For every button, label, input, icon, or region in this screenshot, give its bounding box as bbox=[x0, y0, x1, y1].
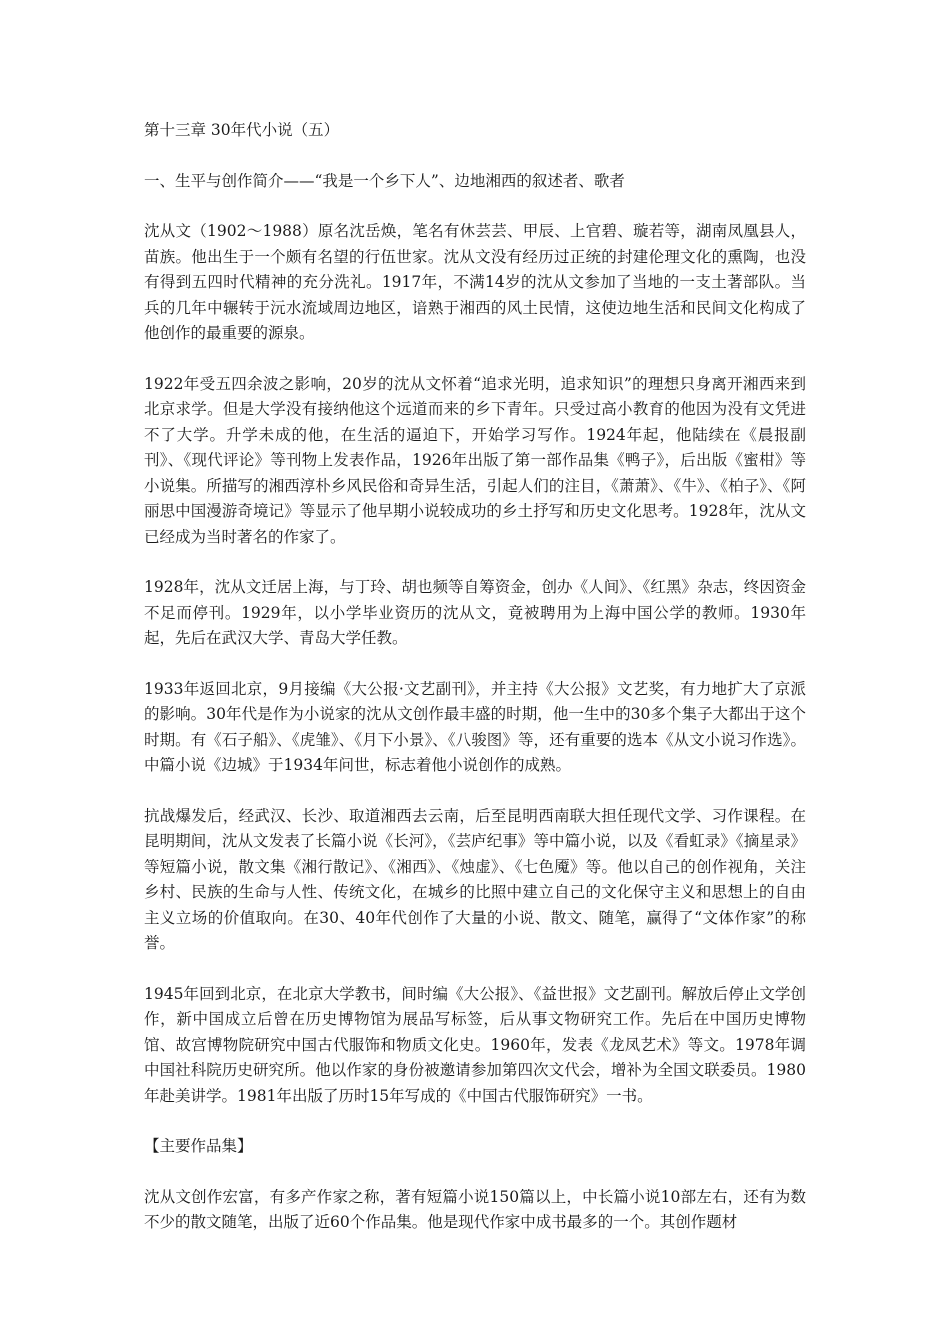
paragraph-biography-intro: 沈从文（1902～1988）原名沈岳焕，笔名有休芸芸、甲辰、上官碧、璇若等，湖南凤凰县人，苗族。他出生于一个颇有名望的行伍世家。沈从文没有经历过正统的封建伦理文化的熏陶，也没有得到五四时代精神的充分洗礼。1917年，不满14岁的沈从文参加了当地的一支土著部队。当兵的几年中辗转于沅水流域周边地区，谙熟于湘西的风土民情，这使边地生活和民间文化构成了他创作的最重要的源泉。 bbox=[144, 222, 806, 342]
chapter-title: 第十三章 30年代小说（五） bbox=[144, 121, 340, 139]
document-page bbox=[144, 118, 806, 1261]
works-heading: 【主要作品集】 bbox=[144, 1137, 253, 1155]
paragraph-wartime: 抗战爆发后，经武汉、长沙、取道湘西去云南，后至昆明西南联大担任现代文学、习作课程。在昆明期间，沈从文发表了长篇小说《长河》，《芸庐纪事》等中篇小说，以及《看虹录》《摘星录》等短篇小说，散文集《湘行散记》、《湘西》、《烛虚》、《七色魇》等。他以自己的创作视角，关注乡村、民族的生命与人性、传统文化，在城乡的比照中建立自己的文化保守主义和思想上的自由主义立场的价值取向。在30、40年代创作了大量的小说、散文、随笔，赢得了“文体作家”的称誉。 bbox=[144, 806, 806, 952]
paragraph-return-1933: 1933年返回北京，9月接编《大公报·文艺副刊》，并主持《大公报》文艺奖，有力地扩大了京派的影响。30年代是作为小说家的沈从文创作最丰盛的时期，他一生中的30多个集子大都出于这个时期。有《石子船》、《虎雏》、《月下小景》、《八骏图》等，还有重要的选本《从文小说习作选》。中篇小说《边城》于1934年问世，标志着他小说创作的成熟。 bbox=[144, 679, 806, 774]
paragraph-postwar-1945: 1945年回到北京，在北京大学教书，间时编《大公报》、《益世报》文艺副刊。解放后停止文学创作，新中国成立后曾在历史博物馆为展品写标签，后从事文物研究工作。先后在中国历史博物馆、故宫博物院研究中国古代服饰和物质文化史。1960年，发表《龙凤艺术》等文。1978年调中国社科院历史研究所。他以作家的身份被邀请参加第四次文代会，增补为全国文联委员。1980年赴美讲学。1981年出版了历时15年写成的《中国古代服饰研究》一书。 bbox=[144, 984, 806, 1105]
section-heading: 一、生平与创作简介——“我是一个乡下人”、边地湘西的叙述者、歌者 bbox=[144, 171, 625, 190]
paragraph-shanghai-1928: 1928年，沈从文迁居上海，与丁玲、胡也频等自筹资金，创办《人间》、《红黑》杂志，终因资金不足而停刊。1929年，以小学毕业资历的沈从文，竟被聘用为上海中国公学的教师。1930年起，先后在武汉大学、青岛大学任教。 bbox=[144, 578, 806, 647]
paragraph-works: 沈从文创作宏富，有多产作家之称，著有短篇小说150篇以上，中长篇小说10部左右，还有为数不少的散文随笔，出版了近60个作品集。他是现代作家中成书最多的一个。其创作题材 bbox=[144, 1187, 806, 1231]
paragraph-beijing-1922: 1922年受五四余波之影响，20岁的沈从文怀着“追求光明，追求知识”的理想只身离开湘西来到北京求学。但是大学没有接纳他这个远道而来的乡下青年。只受过高小教育的他因为没有文凭进不了大学。升学未成的他，在生活的逼迫下，开始学习写作。1924年起，他陆续在《晨报副刊》、《现代评论》等刊物上发表作品，1926年出版了第一部作品集《鸭子》，后出版《蜜柑》等小说集。所描写的湘西淳朴乡风民俗和奇异生活，引起人们的注目，《萧萧》、《牛》、《柏子》、《阿丽思中国漫游奇境记》等显示了他早期小说较成功的乡土抒写和历史文化思考。1928年，沈从文已经成为当时著名的作家了。 bbox=[144, 374, 806, 546]
